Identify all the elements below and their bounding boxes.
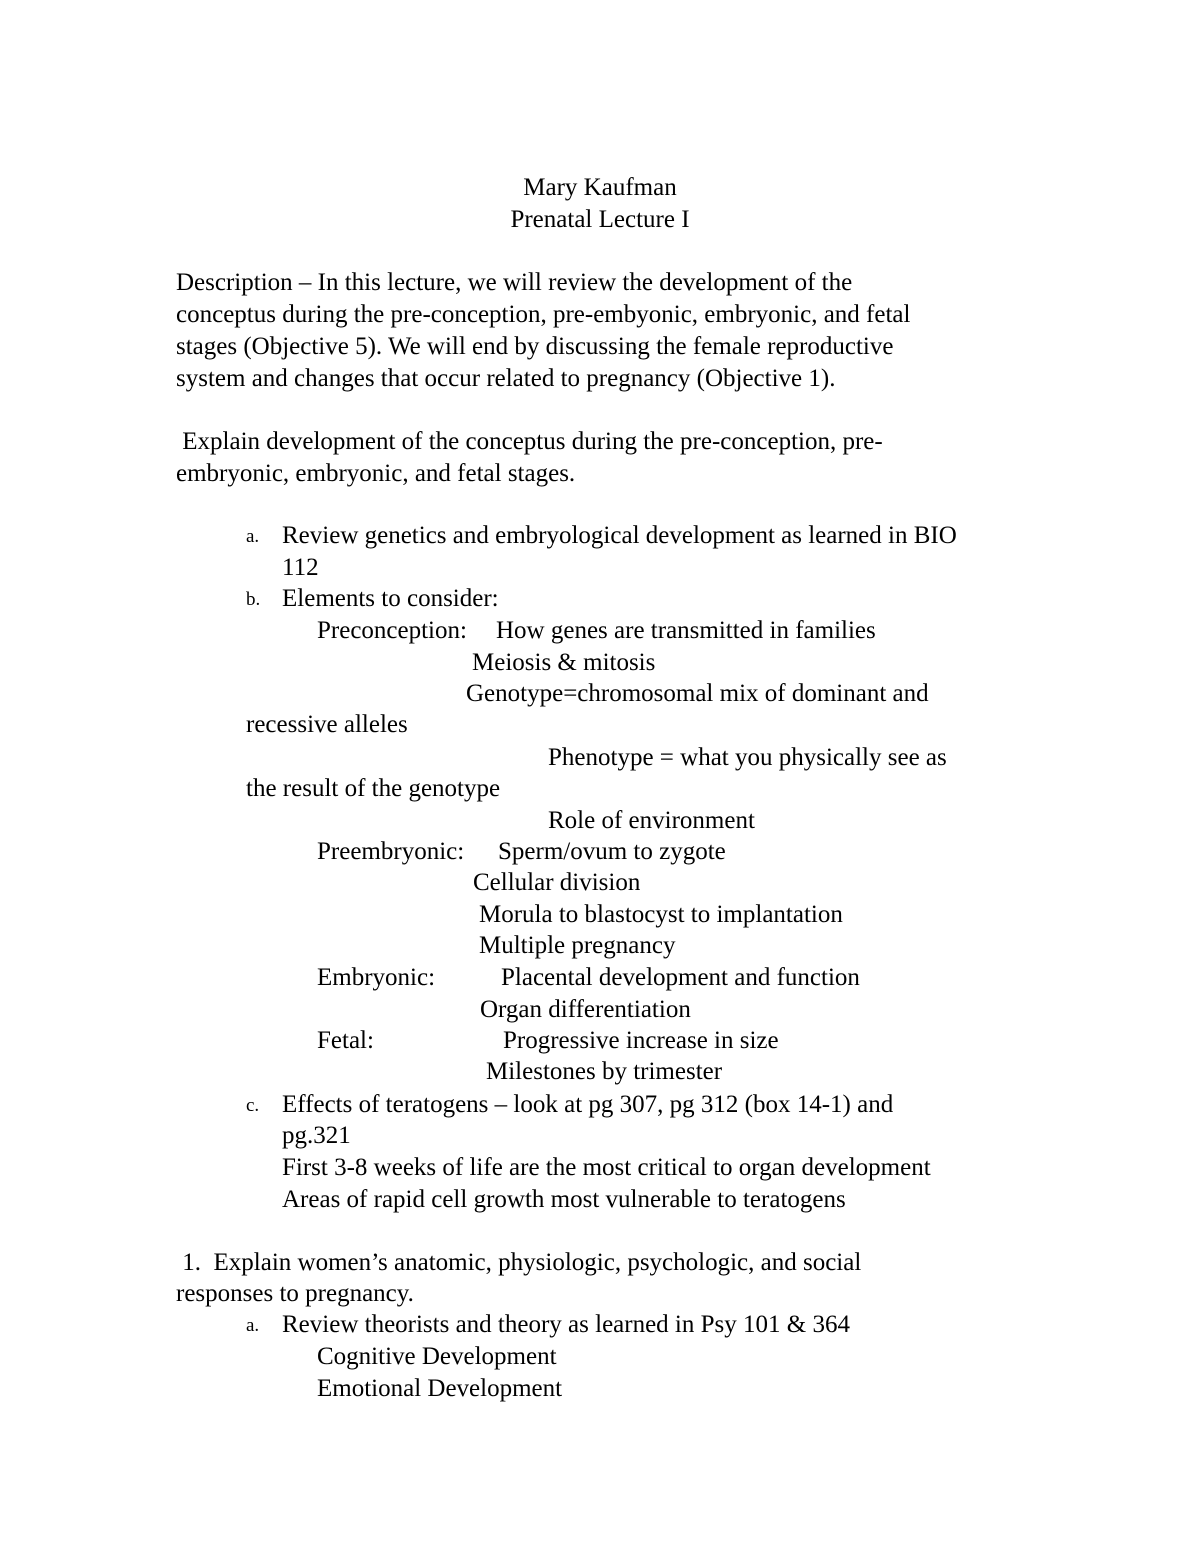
list-item-text: Elements to consider: [282,585,499,612]
objective-heading: 1. Explain women’s anatomic, physiologic, psychologic, and social [176,1249,862,1276]
stage-detail: Sperm/ovum to zygote [498,838,726,865]
document-title: Prenatal Lecture I [510,206,690,233]
stage-detail: Multiple pregnancy [479,932,676,959]
stage-detail: recessive alleles [246,711,408,738]
stage-label: Embryonic: [317,964,436,991]
stage-detail: Phenotype = what you physically see as [548,744,947,771]
list-item-text: 112 [282,554,319,581]
stage-label: Preconception: [317,617,467,644]
stage-detail: Emotional Development [317,1375,563,1402]
stage-detail: How genes are transmitted in families [496,617,876,644]
list-item-text: Review genetics and embryological development as learned in BIO [282,522,957,549]
stage-detail: Meiosis & mitosis [472,649,656,676]
stage-detail: Role of environment [548,807,755,834]
list-item-text: Areas of rapid cell growth most vulnerable to teratogens [282,1186,846,1213]
stage-detail: Genotype=chromosomal mix of dominant and [466,680,929,707]
objective-heading: embryonic, embryonic, and fetal stages. [176,460,576,487]
stage-detail: Morula to blastocyst to implantation [479,901,843,928]
description-line: stages (Objective 5). We will end by discussing the female reproductive [176,333,894,360]
list-marker: b. [246,589,261,610]
stage-detail: Cognitive Development [317,1343,557,1370]
description-line: conceptus during the pre-conception, pre-embyonic, embryonic, and fetal [176,301,911,328]
stage-detail: the result of the genotype [246,775,501,802]
stage-detail: Milestones by trimester [486,1058,723,1085]
list-marker: c. [246,1095,260,1116]
objective-heading: Explain development of the conceptus during the pre-conception, pre- [176,428,883,455]
stage-detail: Placental development and function [501,964,860,991]
description-line: system and changes that occur related to pregnancy (Objective 1). [176,365,836,392]
stage-detail: Organ differentiation [480,996,691,1023]
list-item-text: Effects of teratogens – look at pg 307, pg 312 (box 14-1) and [282,1091,894,1118]
list-item-text: Review theorists and theory as learned in Psy 101 & 364 [282,1311,850,1338]
list-item-text: pg.321 [282,1122,351,1149]
stage-detail: Cellular division [473,869,641,896]
stage-detail: Progressive increase in size [503,1027,779,1054]
list-marker: a. [246,1315,260,1336]
list-marker: a. [246,526,260,547]
objective-heading: responses to pregnancy. [176,1280,414,1307]
author-name: Mary Kaufman [523,174,677,201]
stage-label: Fetal: [317,1027,374,1054]
list-item-text: First 3-8 weeks of life are the most critical to organ development [282,1154,931,1181]
description-line: Description – In this lecture, we will review the development of the [176,269,853,296]
stage-label: Preembryonic: [317,838,465,865]
